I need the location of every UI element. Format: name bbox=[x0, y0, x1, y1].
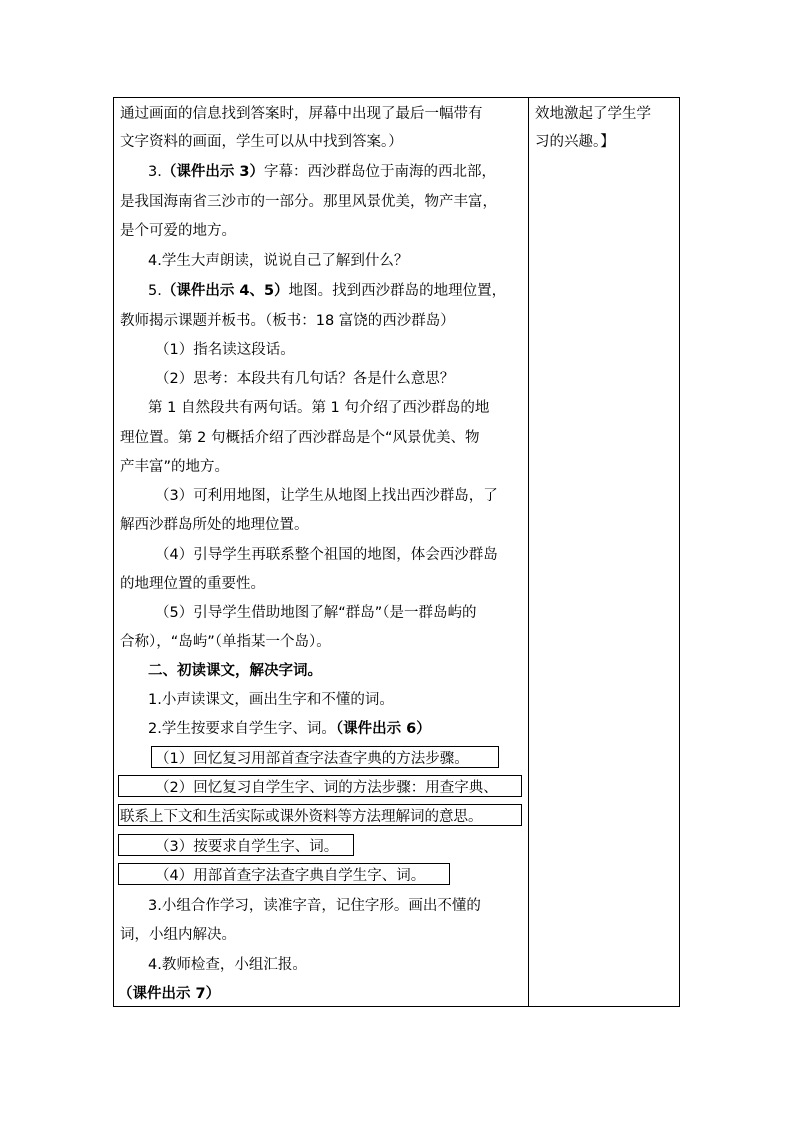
right-col-line bbox=[535, 104, 651, 124]
line-text: 效地激起了学生学 bbox=[535, 106, 651, 122]
left-col-line bbox=[148, 719, 431, 739]
line-text: 是我国海南省三沙市的一部分。那里风景优美，物产丰富， bbox=[120, 194, 497, 210]
left-col-line bbox=[155, 749, 469, 769]
line-text: （4）用部首查字法查字典自学生字、词。 bbox=[155, 868, 426, 884]
line-text: （4）引导学生再联系整个祖国的地图，体会西沙群岛 bbox=[155, 547, 498, 563]
line-text: 2.学生按要求自学生字、词。 bbox=[148, 721, 336, 737]
left-col-line bbox=[120, 221, 236, 241]
left-col-line bbox=[148, 690, 394, 710]
left-col-line bbox=[148, 162, 496, 182]
left-col-line bbox=[155, 778, 498, 798]
right-col-line bbox=[535, 132, 615, 152]
left-col-line bbox=[120, 428, 479, 448]
line-text: （3）可利用地图，让学生从地图上找出西沙群岛，了 bbox=[155, 488, 498, 504]
line-text: 二、初读课文，解决字词。 bbox=[148, 663, 322, 679]
line-text: （3）按要求自学生字、词。 bbox=[155, 839, 339, 855]
column-divider bbox=[528, 97, 529, 1007]
left-col-line bbox=[120, 515, 309, 535]
left-col-line bbox=[148, 398, 489, 418]
left-col-line bbox=[155, 340, 295, 360]
left-col-line bbox=[148, 661, 322, 681]
left-col-line bbox=[120, 311, 455, 331]
line-text: 4.学生大声朗读，说说自己了解到什么？ bbox=[148, 253, 409, 269]
left-col-line bbox=[120, 632, 331, 652]
courseware-note: （课件出示 3） bbox=[161, 164, 264, 180]
line-text: 联系上下文和生活实际或课外资料等方法理解词的意思。 bbox=[120, 809, 483, 825]
line-text: （2）回忆复习自学生字、词的方法步骤：用查字典、 bbox=[155, 780, 498, 796]
line-text: 地图。找到西沙群岛的地理位置， bbox=[288, 283, 507, 299]
line-text: 是个可爱的地方。 bbox=[120, 223, 236, 239]
line-text: 解西沙群岛所处的地理位置。 bbox=[120, 517, 309, 533]
left-col-line bbox=[155, 486, 498, 506]
courseware-note: （课件出示 6） bbox=[335, 721, 431, 737]
left-col-line bbox=[120, 132, 403, 152]
left-col-line bbox=[120, 807, 483, 827]
line-text: 理位置。第 2 句概括介绍了西沙群岛是个“风景优美、物 bbox=[120, 430, 480, 446]
left-col-line bbox=[148, 281, 506, 301]
line-text: （5）引导学生借助地图了解“群岛”（是一群岛屿的 bbox=[155, 605, 477, 621]
left-col-line bbox=[155, 545, 498, 565]
line-text: 合称），“岛屿”（单指某一个岛）。 bbox=[120, 634, 331, 650]
left-col-line bbox=[118, 984, 220, 1004]
left-col-line bbox=[155, 603, 477, 623]
left-col-line bbox=[148, 896, 481, 916]
line-text: 的地理位置的重要性。 bbox=[120, 576, 265, 592]
line-text: （课件出示 7） bbox=[118, 986, 221, 1002]
line-text: 3. bbox=[148, 164, 162, 180]
left-col-line bbox=[155, 837, 338, 857]
line-text: 文字资料的画面，学生可以从中找到答案。） bbox=[120, 134, 403, 150]
line-text: 产丰富”的地方。 bbox=[120, 459, 230, 475]
line-text: （1）指名读这段话。 bbox=[155, 342, 295, 358]
line-text: 5. bbox=[148, 283, 162, 299]
left-col-line bbox=[148, 955, 307, 975]
left-col-line bbox=[120, 192, 497, 212]
line-text: 第 1 自然段共有两句话。第 1 句介绍了西沙群岛的地 bbox=[148, 400, 490, 416]
line-text: 习的兴趣。】 bbox=[535, 134, 615, 150]
line-text: 4.教师检查，小组汇报。 bbox=[148, 957, 307, 973]
left-col-line bbox=[120, 574, 265, 594]
line-text: 词，小组内解决。 bbox=[120, 927, 236, 943]
line-text: 字幕：西沙群岛位于南海的西北部， bbox=[263, 164, 496, 180]
left-col-line bbox=[155, 866, 425, 886]
left-col-line bbox=[155, 369, 454, 389]
courseware-note: （课件出示 4、5） bbox=[161, 283, 289, 299]
line-text: 3.小组合作学习，读准字音，记住字形。画出不懂的 bbox=[148, 898, 481, 914]
line-text: 1.小声读课文，画出生字和不懂的词。 bbox=[148, 692, 394, 708]
left-col-line bbox=[120, 925, 236, 945]
line-text: 通过画面的信息找到答案时，屏幕中出现了最后一幅带有 bbox=[120, 106, 483, 122]
left-col-line bbox=[148, 251, 408, 271]
line-text: （1）回忆复习用部首查字法查字典的方法步骤。 bbox=[155, 751, 469, 767]
line-text: 教师揭示课题并板书。（板书：18 富饶的西沙群岛） bbox=[120, 313, 455, 329]
left-col-line bbox=[120, 457, 229, 477]
line-text: （2）思考：本段共有几句话？各是什么意思？ bbox=[155, 371, 455, 387]
left-col-line bbox=[120, 104, 483, 124]
